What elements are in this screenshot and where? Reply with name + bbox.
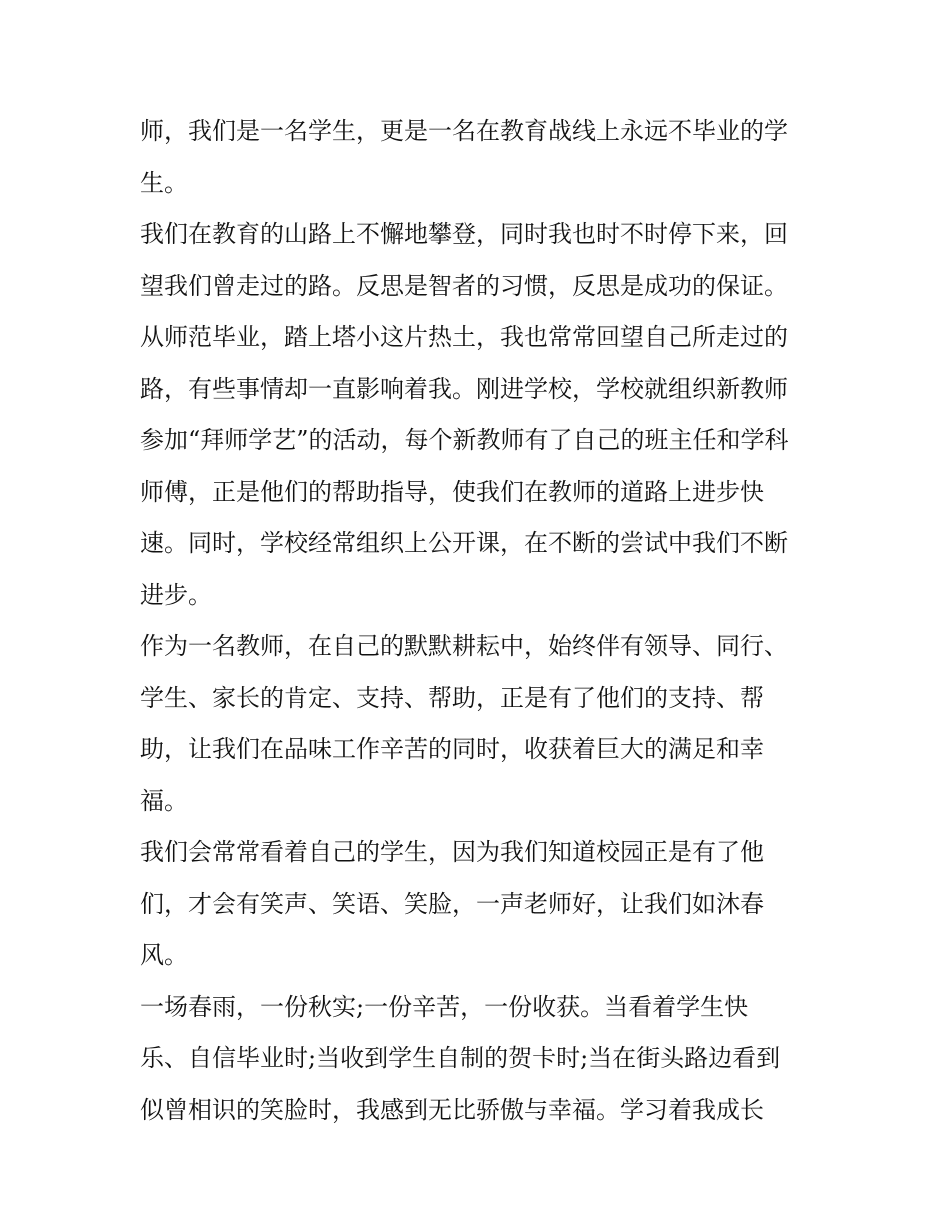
text-line: 似曾相识的笑脸时，我感到无比骄傲与幸福。学习着我成长 (140, 1095, 764, 1124)
text-line: 乐、自信毕业时;当收到学生自制的贺卡时;当在街头路边看到 (140, 1044, 781, 1072)
text-line: 进步。 (140, 580, 212, 609)
text-line: 师傅，正是他们的帮助指导，使我们在教师的道路上进步快 (140, 477, 764, 506)
text-line: 福。 (140, 786, 188, 815)
text-line: 作为一名教师，在自己的默默耕耘中，始终伴有领导、同行、 (140, 632, 788, 660)
text-line: 速。同时，学校经常组织上公开课，在不断的尝试中我们不断 (140, 529, 788, 557)
text-line: 一场春雨，一份秋实;一份辛苦，一份收获。当看着学生快 (140, 992, 749, 1021)
text-line: 助，让我们在品味工作辛苦的同时，收获着巨大的满足和幸 (140, 735, 764, 763)
text-line: 师，我们是一名学生，更是一名在教育战线上永远不毕业的学 (140, 117, 788, 145)
text-line: 生。 (140, 168, 188, 197)
text-line: 们，才会有笑声、笑语、笑脸，一声老师好，让我们如沐春 (140, 889, 764, 918)
text-line: 我们在教育的山路上不懈地攀登，同时我也时不时停下来，回 (140, 220, 788, 248)
body-text (140, 106, 820, 1136)
text-line: 从师范毕业，踏上塔小这片热土，我也常常回望自己所走过的 (140, 323, 788, 351)
text-line: 望我们曾走过的路。反思是智者的习惯，反思是成功的保证。 (140, 271, 788, 300)
text-line: 风。 (140, 941, 188, 969)
text-line: 路，有些事情却一直影响着我。刚进学校，学校就组织新教师 (140, 374, 788, 403)
text-line: 学生、家长的肯定、支持、帮助，正是有了他们的支持、帮 (140, 683, 764, 712)
text-line: 参加“拜师学艺”的活动，每个新教师有了自己的班主任和学科 (140, 426, 789, 454)
text-line: 我们会常常看着自己的学生，因为我们知道校园正是有了他 (140, 838, 764, 866)
